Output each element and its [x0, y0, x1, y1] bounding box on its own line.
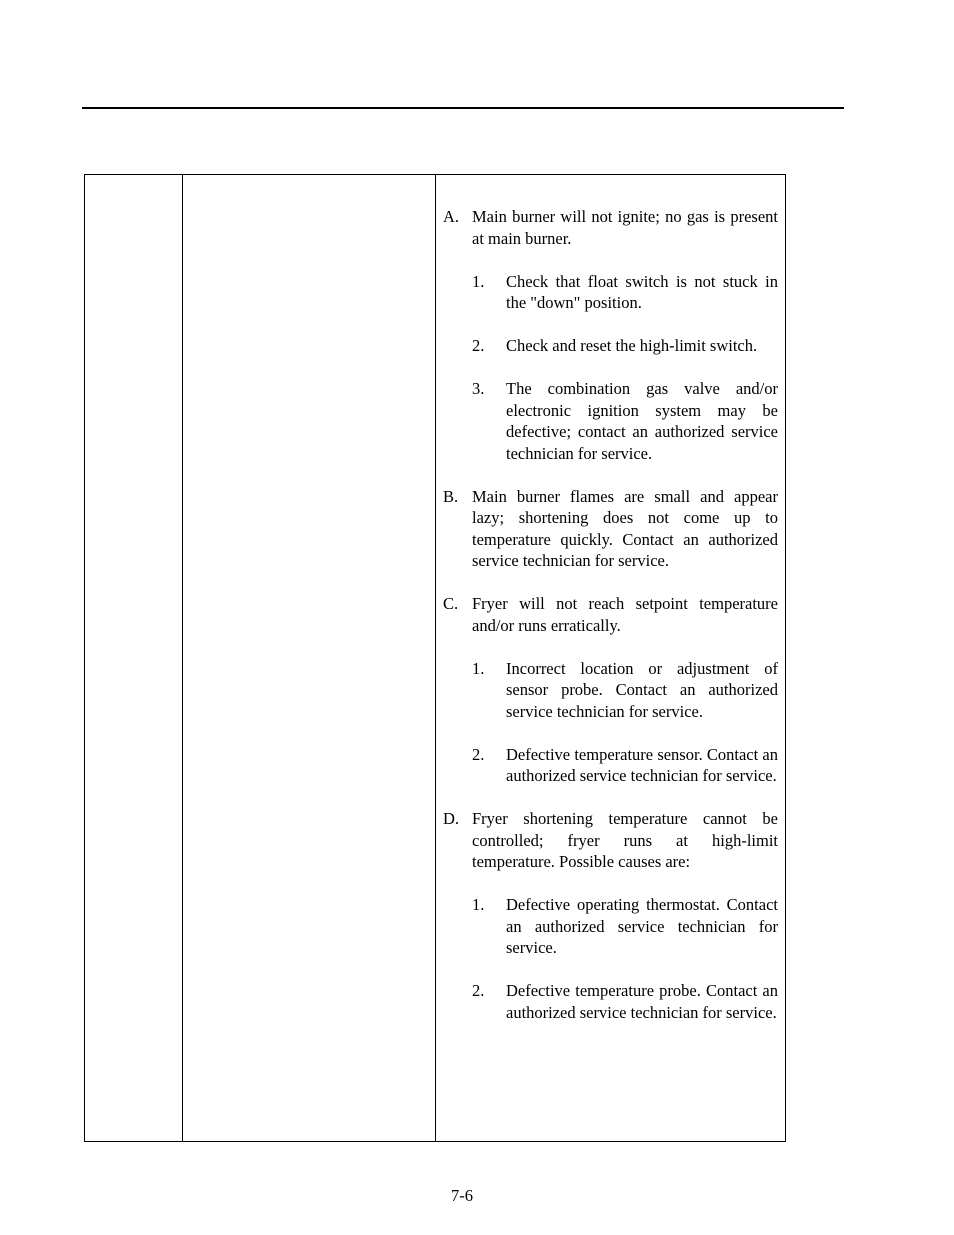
item-text: Fryer will not reach setpoint temperature and/or runs erratically. — [472, 594, 778, 635]
sub-item-number: 1. — [472, 895, 485, 914]
item-text: Fryer shortening temperature cannot be controlled; fryer runs at high-limit temperature. Possible causes are: — [472, 809, 778, 871]
sub-item — [472, 271, 778, 314]
sub-item-text: Defective temperature probe. Contact an authorized service technician for service. — [506, 981, 778, 1022]
sub-item-text: Check that float switch is not stuck in the "down" position. — [506, 271, 778, 312]
column-divider — [435, 175, 436, 1141]
item-letter: C. — [443, 594, 459, 613]
page-number: 7-6 — [451, 1186, 473, 1205]
sub-item — [472, 894, 778, 959]
item-letter: A. — [443, 207, 460, 226]
item-letter: B. — [443, 486, 459, 506]
sub-item-number: 1. — [472, 658, 485, 678]
sub-item-number: 2. — [472, 744, 485, 764]
header-rule — [82, 107, 844, 109]
sub-item-number: 1. — [472, 271, 485, 291]
sub-item — [472, 378, 778, 464]
sub-item — [472, 335, 778, 357]
column-divider — [182, 175, 183, 1141]
sub-item-text: Check and reset the high-limit switch. — [506, 336, 758, 355]
sub-item-text: Incorrect location or adjustment of sensor probe. Contact an authorized service technician for service. — [506, 658, 778, 721]
solutions-column — [443, 206, 778, 1045]
sub-item-text: Defective temperature sensor. Contact an authorized service technician for service. — [506, 744, 778, 785]
item-text: Main burner will not ignite; no gas is present at main burner. — [472, 207, 778, 248]
sub-item-number: 2. — [472, 336, 485, 355]
solution-item-b — [443, 486, 778, 572]
sub-item-text: Defective operating thermostat. Contact an authorized service technician for service. — [506, 895, 778, 957]
item-text: Main burner flames are small and appear lazy; shortening does not come up to temperature quickly. Contact an authorized service technician for service. — [472, 486, 778, 570]
sub-item-text: The combination gas valve and/or electronic ignition system may be defective; contact an authorized service technician for service. — [506, 379, 778, 463]
sub-item — [472, 744, 778, 787]
sub-item — [472, 658, 778, 723]
sub-item — [472, 980, 778, 1023]
solution-item-c — [443, 593, 778, 787]
sub-item-number: 2. — [472, 981, 485, 1000]
item-letter: D. — [443, 809, 460, 828]
sub-item-number: 3. — [472, 379, 485, 398]
troubleshooting-table — [84, 174, 786, 1142]
solution-item-d — [443, 808, 778, 1023]
solution-item-a — [443, 206, 778, 464]
